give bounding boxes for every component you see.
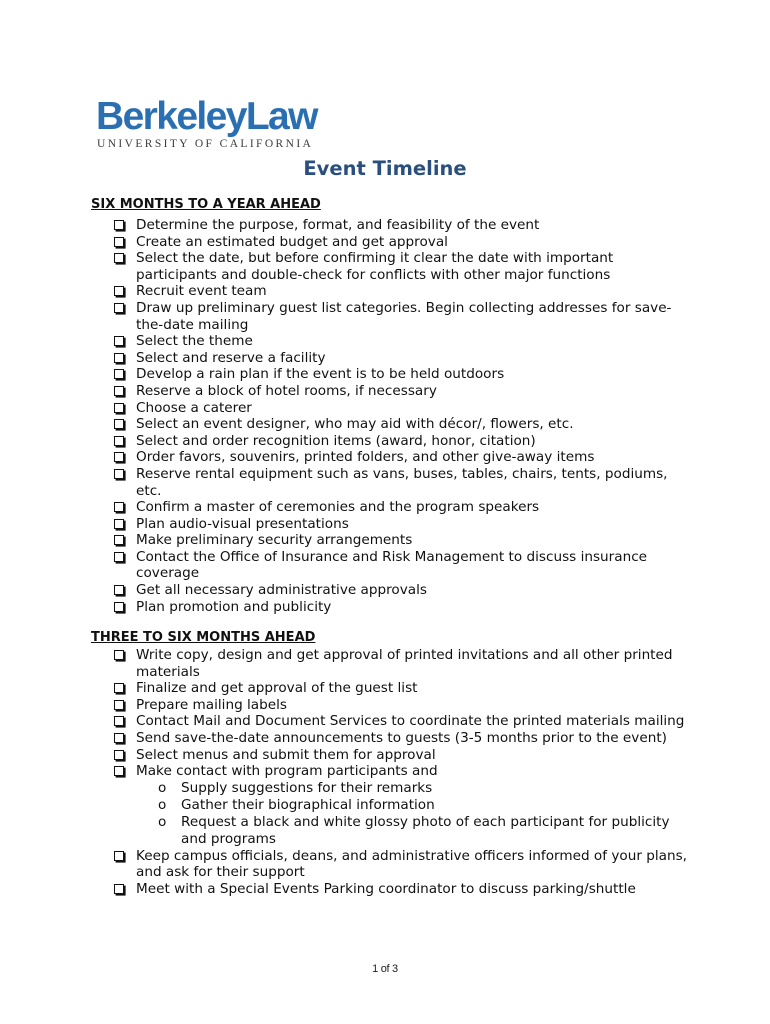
checklist-six-months (112, 217, 697, 615)
checklist-item-text: Select and reserve a facility (136, 349, 326, 366)
checkbox-icon (114, 386, 124, 396)
checklist-item (112, 881, 697, 898)
checkbox-icon (114, 700, 124, 710)
checklist-item (112, 730, 697, 747)
checkbox-icon (114, 766, 124, 776)
checklist-item (112, 532, 697, 549)
checkbox-icon (114, 452, 124, 462)
section-heading-three-months: THREE TO SIX MONTHS AHEAD (91, 630, 316, 645)
checkbox-icon (114, 403, 124, 413)
checkbox-icon (114, 253, 124, 263)
logo-wordmark: BerkeleyLaw (96, 95, 317, 138)
circle-bullet-icon: o (158, 796, 167, 813)
checkbox-icon (114, 286, 124, 296)
checklist-item-text: Create an estimated budget and get approval (136, 233, 448, 250)
checklist-item-text: Reserve a block of hotel rooms, if necessary (136, 382, 437, 399)
checklist-item (112, 283, 697, 300)
checklist-item (112, 217, 697, 234)
checklist-item (112, 680, 697, 697)
checklist-item (112, 763, 697, 780)
checklist-item (112, 416, 697, 433)
checklist-item-text: Draw up preliminary guest list categories. Begin collecting addresses for save-the-date mailing (136, 299, 672, 333)
checklist-item (112, 300, 697, 333)
checklist-item-text: Plan audio-visual presentations (136, 515, 349, 532)
checkbox-icon (114, 502, 124, 512)
checkbox-icon (114, 884, 124, 894)
checklist-item (112, 449, 697, 466)
checklist-item (112, 350, 697, 367)
checkbox-icon (114, 220, 124, 230)
checkbox-icon (114, 336, 124, 346)
checkbox-icon (114, 353, 124, 363)
checklist-item-text: Select and order recognition items (award, honor, citation) (136, 432, 536, 449)
checklist-item-text: Select an event designer, who may aid with décor/, flowers, etc. (136, 416, 574, 433)
checklist-item-text: Plan promotion and publicity (136, 598, 332, 615)
checklist-item (112, 234, 697, 251)
checklist-subitem (112, 797, 697, 814)
checkbox-icon (114, 519, 124, 529)
checklist-item (112, 582, 697, 599)
checkbox-icon (114, 419, 124, 429)
checklist-item (112, 250, 697, 283)
checkbox-icon (114, 716, 124, 726)
checklist-subitem-text: Request a black and white glossy photo of each participant for publicity and programs (181, 813, 670, 847)
checklist-three-months (112, 647, 697, 898)
checklist-item (112, 697, 697, 714)
checkbox-icon (114, 303, 124, 313)
checkbox-icon (114, 237, 124, 247)
checklist-item-text: Send save-the-date announcements to guests (3-5 months prior to the event) (136, 729, 667, 746)
checklist-item (112, 499, 697, 516)
checklist-item-text: Reserve rental equipment such as vans, buses, tables, chairs, tents, podiums, etc. (136, 465, 668, 499)
checklist-item-text: Contact Mail and Document Services to coordinate the printed materials mailing (136, 713, 685, 730)
checklist-item (112, 433, 697, 450)
checklist-item-text: Make contact with program participants and (136, 763, 438, 780)
checklist-item (112, 747, 697, 764)
checklist-item-text: Prepare mailing labels (136, 696, 287, 713)
section-heading-six-months: SIX MONTHS TO A YEAR AHEAD (91, 197, 321, 212)
checklist-item (112, 549, 697, 582)
checklist-item-text: Select the theme (136, 333, 253, 350)
checklist-item-text: Develop a rain plan if the event is to be held outdoors (136, 366, 505, 383)
checklist-item-text: Get all necessary administrative approvals (136, 582, 427, 599)
checklist-item-text: Finalize and get approval of the guest list (136, 680, 418, 697)
checklist-item (112, 599, 697, 616)
checkbox-icon (114, 535, 124, 545)
checklist-item-text: Select the date, but before confirming it clear the date with important participants and double-check for conflicts with other major functions (136, 250, 614, 283)
checklist-subitem (112, 814, 697, 848)
berkeley-law-logo (96, 95, 317, 150)
checklist-item-text: Make preliminary security arrangements (136, 532, 413, 549)
checklist-subitem-text: Supply suggestions for their remarks (181, 779, 433, 796)
circle-bullet-icon: o (158, 779, 167, 796)
checkbox-icon (114, 585, 124, 595)
checkbox-icon (114, 750, 124, 760)
checklist-item-text: Keep campus officials, deans, and administrative officers informed of your plans, and ask for their support (136, 847, 687, 881)
logo-subtitle: UNIVERSITY OF CALIFORNIA (97, 138, 314, 150)
checklist-item-text: Write copy, design and get approval of printed invitations and all other printed materials (136, 647, 673, 680)
checklist-item (112, 647, 697, 680)
page-number: 1 of 3 (372, 963, 398, 975)
checklist-item-text: Select menus and submit them for approval (136, 746, 436, 763)
checkbox-icon (114, 650, 124, 660)
checklist-item-text: Contact the Office of Insurance and Risk Management to discuss insurance coverage (136, 548, 648, 582)
checkbox-icon (114, 733, 124, 743)
checklist-subitem (112, 780, 697, 797)
checkbox-icon (114, 369, 124, 379)
checkbox-icon (114, 552, 124, 562)
checklist-item-text: Choose a caterer (136, 399, 252, 416)
checklist-item (112, 713, 697, 730)
checklist-item (112, 466, 697, 499)
circle-bullet-icon: o (158, 813, 167, 830)
checklist-item-text: Confirm a master of ceremonies and the program speakers (136, 499, 540, 516)
checklist-item (112, 516, 697, 533)
page-title: Event Timeline (303, 157, 467, 180)
checkbox-icon (114, 469, 124, 479)
checklist-item-text: Order favors, souvenirs, printed folders, and other give-away items (136, 449, 595, 466)
checklist-item (112, 383, 697, 400)
checklist-item-text: Meet with a Special Events Parking coordinator to discuss parking/shuttle (136, 880, 636, 897)
checklist-item (112, 333, 697, 350)
checkbox-icon (114, 602, 124, 612)
checklist-item-text: Determine the purpose, format, and feasibility of the event (136, 217, 540, 233)
checklist-item-text: Recruit event team (136, 283, 267, 300)
checkbox-icon (114, 851, 124, 861)
checklist-subitem-text: Gather their biographical information (181, 796, 435, 813)
checkbox-icon (114, 683, 124, 693)
checkbox-icon (114, 436, 124, 446)
checklist-item (112, 848, 697, 881)
checklist-item (112, 400, 697, 417)
checklist-item (112, 366, 697, 383)
